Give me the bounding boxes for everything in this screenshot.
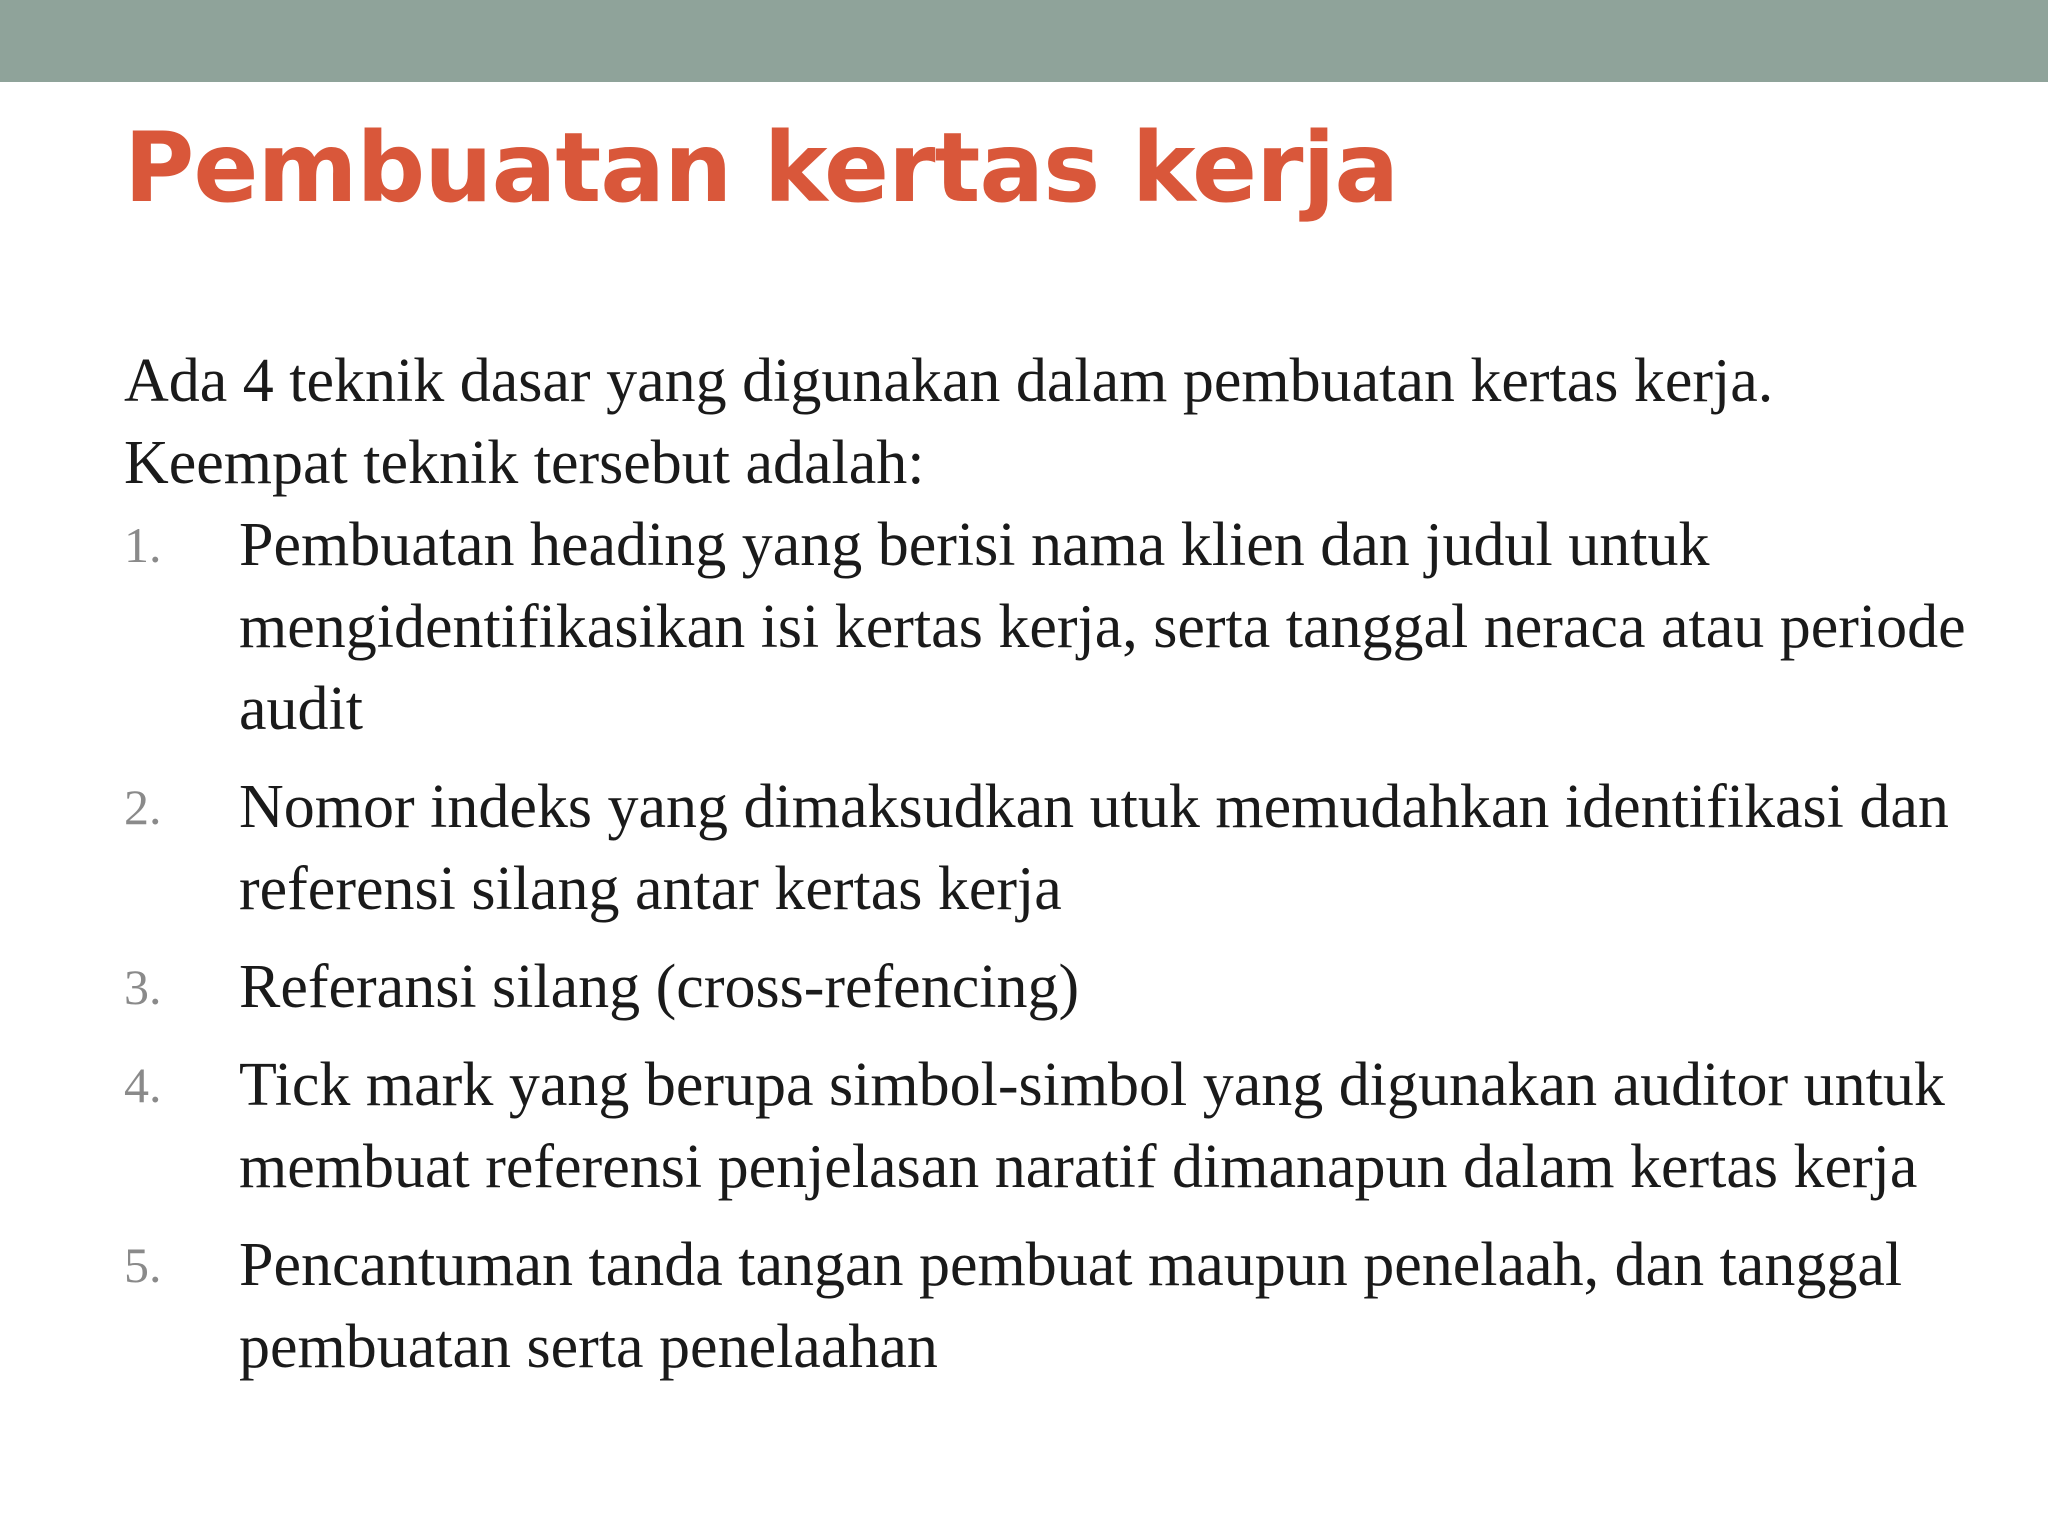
list-item-text: Referansi silang (cross-refencing) (239, 953, 1080, 1021)
list-item (124, 766, 2004, 930)
slide-title: Pembuatan kertas kerja (124, 112, 1399, 224)
intro-paragraph (124, 340, 2004, 504)
list-item-text: Pencantuman tanda tangan pembuat maupun penelaah, dan tanggal pembuatan serta penelaahan (239, 1231, 1903, 1381)
intro-line-1: Ada 4 teknik dasar yang digunakan dalam pembuatan kertas kerja. (124, 347, 1774, 415)
list-item-number: 5. (124, 1237, 162, 1293)
list-item (124, 1044, 2004, 1208)
list-item (124, 1224, 2004, 1388)
list-item-text: Tick mark yang berupa simbol-simbol yang digunakan auditor untuk membuat referensi penjelasan naratif dimanapun dalam kertas kerja (239, 1051, 1945, 1201)
list-item (124, 504, 2004, 750)
top-band (0, 0, 2048, 82)
list-item-number: 3. (124, 959, 162, 1015)
list-item-number: 2. (124, 779, 162, 835)
steps-list (124, 504, 2004, 1388)
list-item (124, 946, 2004, 1028)
list-item-number: 1. (124, 517, 162, 573)
list-item-text: Nomor indeks yang dimaksudkan utuk memudahkan identifikasi dan referensi silang antar kertas kerja (239, 773, 1949, 923)
intro-line-2: Keempat teknik tersebut adalah: (124, 429, 925, 497)
list-item-number: 4. (124, 1057, 162, 1113)
list-item-text: Pembuatan heading yang berisi nama klien dan judul untuk mengidentifikasikan isi kertas kerja, serta tanggal neraca atau periode audit (239, 511, 1966, 743)
slide-body (124, 340, 2004, 1388)
